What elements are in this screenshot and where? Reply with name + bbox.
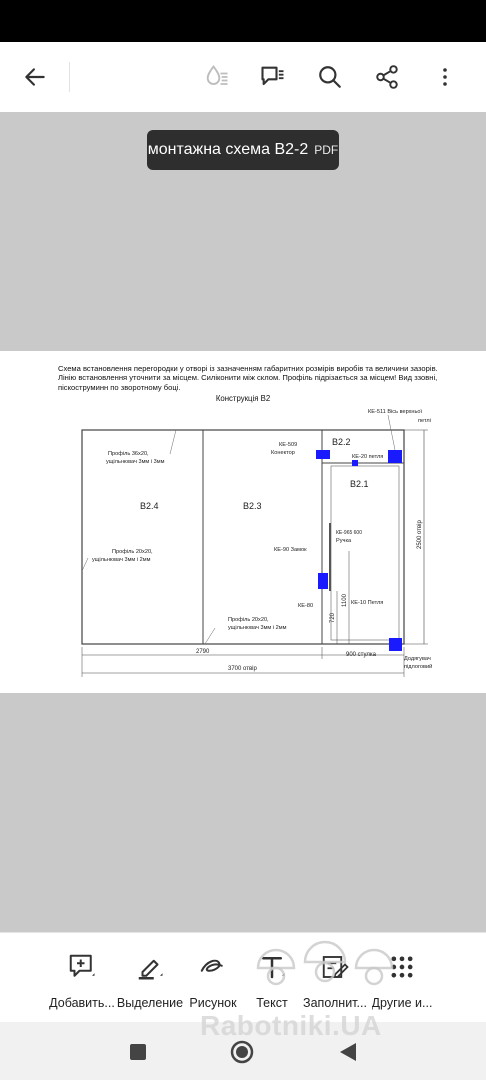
label-seal-3-3: ущільнювач 3мм і 3мм [106,459,165,465]
document-type: PDF [314,143,339,157]
label-ke511: КЕ-511 Вісь верхньої [368,409,423,415]
app-bar-divider [69,62,70,92]
label-ke80: КЕ-80 [298,603,314,609]
pdf-page[interactable] [0,351,486,693]
liquid-mode-icon [203,63,231,91]
back-button[interactable] [15,57,55,97]
square-icon [128,1042,148,1062]
label-ke90: КЕ-90 Замок [274,547,307,553]
floor-closer-hardware [389,638,402,651]
recents-button[interactable] [126,1040,150,1064]
label-seal-3-2-a: ущільнювач 3мм і 2мм [92,557,151,563]
more-vert-icon [433,65,457,89]
dim-720: 720 [330,612,336,623]
dim-3700: 3700 отвір [228,666,257,672]
door-leaf [331,466,399,640]
annotation-toolbar [0,932,486,1022]
draw-icon [197,951,229,983]
document-name: монтажна схема В2-2 [147,141,309,158]
label-handle: Ручка [336,538,352,544]
comment-icon [259,63,287,91]
arrow-back-icon [22,64,48,90]
label-connector: Конектор [271,450,295,456]
overflow-menu-button[interactable] [425,57,465,97]
handle-bar [329,523,331,591]
watermark-helmets-icon [250,928,400,988]
label-hinge: петлі [418,418,431,424]
top-hinge-hardware [388,450,402,463]
app-bar [0,42,486,112]
back-nav-button[interactable] [336,1040,360,1064]
label-dovodchik: Додягувач [404,656,431,662]
tool-label: Рисунок [189,996,237,1010]
label-ke509: КЕ-509 [279,442,298,448]
watermark-text: Rabotniki.UA [200,1010,382,1041]
tool-label: Заполнит... [303,996,367,1010]
label-ke965: КЕ-965 600 [336,530,362,536]
panel-label-b22: В2.2 [332,437,351,447]
comments-button[interactable] [253,57,293,97]
add-comment-icon [66,951,98,983]
label-profile-20-b: Профіль 20х20, [228,617,269,623]
highlight-icon [134,951,166,983]
label-profile-20-a: Профіль 20х20, [112,549,153,555]
label-ke20: КЕ-20 петля [352,454,384,460]
label-floor: підлоговий [404,664,433,670]
tool-label: Текст [256,996,288,1010]
construction-title: Конструкція В2 [215,394,271,403]
search-icon [317,64,343,90]
liquid-mode-button[interactable] [197,57,237,97]
search-button[interactable] [310,57,350,97]
document-title-chip [147,130,339,170]
lock-hardware [318,573,328,589]
home-button[interactable] [230,1040,254,1064]
panel-label-b23: В2.3 [243,501,262,511]
share-icon [374,64,400,90]
dim-2790: 2790 [196,649,210,655]
dim-900: 900 стулка [346,652,376,658]
dim-1100: 1100 [342,594,348,607]
panel-label-b24: В2.4 [140,501,159,511]
share-button[interactable] [367,57,407,97]
label-ke10: КЕ-10 Петля [351,600,384,606]
triangle-back-icon [338,1041,358,1063]
label-seal-3-2-b: ущільнювач 3мм і 2мм [228,625,287,631]
status-bar [0,0,486,42]
connector-hardware [316,450,330,459]
tool-label: Другие и... [371,996,433,1010]
tool-label: Добавить... [49,996,115,1010]
page-description: Схема встановлення перегородки у отворі із зазначенням габаритних розмірів виробів та величини зазорів. Лінію встановлення уточнити за місцем. Силіконити між склом. Профіль підрізається за місцем! Вид ззовні, піскоструминн по зворотному боці. [58,364,438,392]
label-profile-36: Профіль 36х20, [108,451,149,457]
dim-2500: 2500 отвір [417,520,423,549]
small-hinge-mark [352,460,358,466]
panel-label-b21: В2.1 [350,479,369,489]
installation-drawing [0,351,486,693]
tool-label: Выделение [116,996,184,1010]
circle-icon [230,1040,254,1064]
